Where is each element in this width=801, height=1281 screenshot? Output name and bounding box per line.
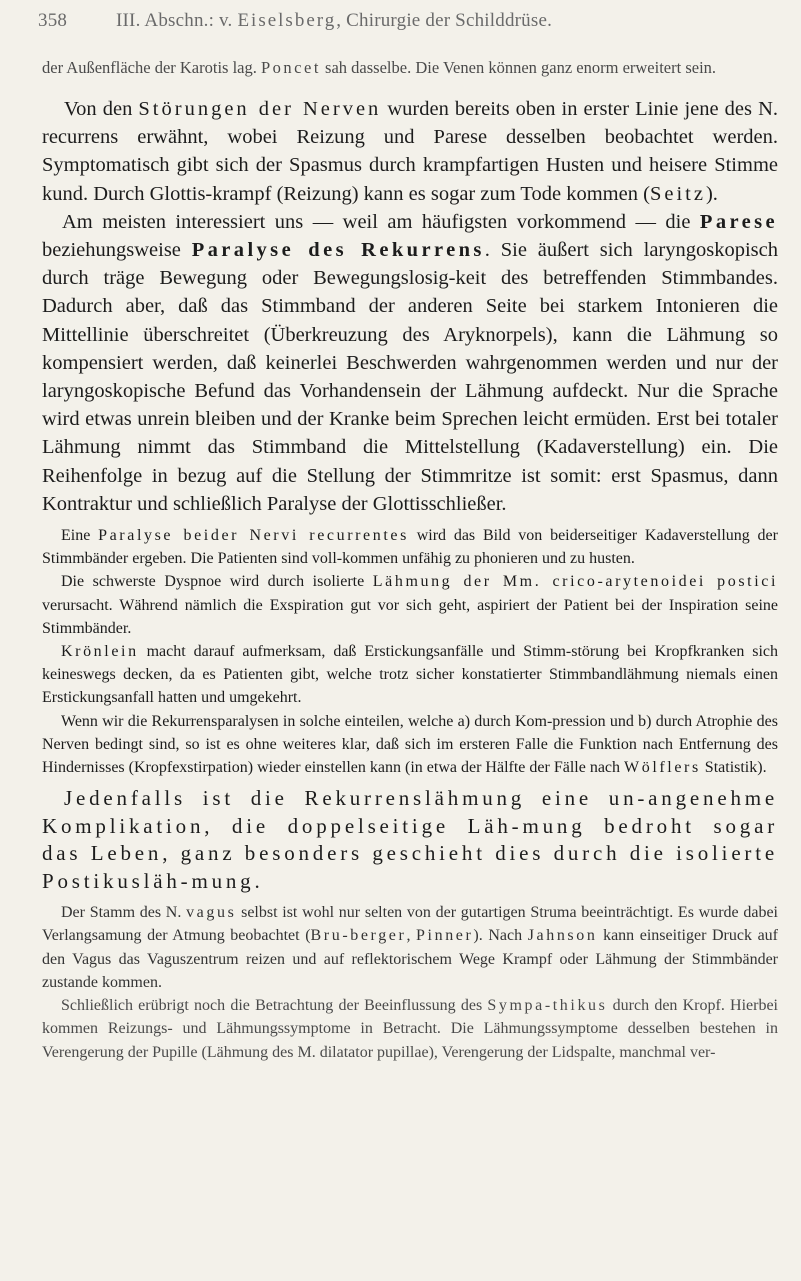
paragraph-dyspnoe	[42, 570, 778, 640]
s1-post: wird das Bild von beiderseitiger Kadaverstellung der Stimmbänder ergeben. Die Patienten sind voll-kommen unfähig zu phonieren und zu husten.	[42, 527, 778, 568]
s4-post: Statistik).	[700, 759, 767, 777]
p1-post: wurden bereits oben in erster Linie jene des N. recurrens erwähnt, wobei Reizung und Parese desselben beobachtet werden. Symptomatisch gibt sich der Spasmus durch krampfartigen Husten und heisere Stimme kund. Durch Glottis-krampf (Reizung) kann es sogar zum Tode kommen (	[42, 98, 779, 205]
paragraph-nerve-disorders	[42, 95, 778, 208]
lead-text-2: sah dasselbe. Die Venen können ganz enorm erweitert sein.	[320, 58, 717, 77]
small-print-block	[38, 524, 778, 779]
paragraph-vagus	[42, 901, 778, 994]
s2-post: verursacht. Während nämlich die Exspiration gut vor sich geht, aspiriert der Patient bei der Inspiration seine Stimmbänder.	[42, 596, 778, 637]
running-title-suffix: , Chirurgie der Schilddrüse.	[336, 10, 553, 31]
small-print-block-lower	[38, 901, 778, 1063]
emphasis-nerve-disorders: Störungen der Nerven	[138, 98, 382, 120]
p1-pre: Von den	[64, 98, 139, 120]
s2-pre: Die schwerste Dyspnoe wird durch isolierte	[61, 573, 373, 591]
author-name-woelfler: Wölflers	[624, 759, 701, 777]
paragraph-bilateral-paralysis	[42, 524, 778, 570]
author-name-pinner: Pinner	[416, 927, 474, 945]
emphasis-parese: Parese	[699, 210, 778, 233]
s5-sep: ,	[406, 927, 417, 945]
author-name-bruberger: Bru-berger	[310, 927, 407, 945]
paragraph-sympathikus	[42, 994, 778, 1064]
book-page	[38, 10, 778, 1064]
author-name-poncet: Poncet	[261, 58, 321, 77]
s3-post: macht darauf aufmerksam, daß Erstickungsanfälle und Stimm-störung bei Kropfkranken sich keineswegs decken, da es Patienten gibt, welche trotz sicher konstatierter Stimmbandlähmung niemals einen Erstickungsanfall hatten und umgekehrt.	[42, 643, 778, 707]
s6-post: durch den Kropf. Hierbei kommen Reizungs- und Lähmungssymptome in Betracht. Die Lähmungssymptome desselben bestehen in Verengerung der Pupille (Lähmung des M. dilatator pupillae), Verengerung der Lidspalte, manchmal ver-	[42, 997, 779, 1061]
s6-pre: Schließlich erübrigt noch die Betrachtung der Beeinflussung des	[61, 997, 488, 1015]
s5-mid: selbst ist wohl nur selten von der gutartigen Struma beeinträchtigt. Es wurde dabei Verlangsamung der Atmung beobachtet (	[42, 904, 778, 945]
lead-text-1: der Außenfläche der Karotis lag.	[42, 58, 261, 77]
emphasis-paralyse-beider: Paralyse beider Nervi recurrentes	[98, 527, 409, 545]
continuation-text	[42, 56, 778, 79]
running-header	[38, 10, 778, 32]
s1-pre: Eine	[61, 527, 99, 545]
emphasis-laehmung-postici: Lähmung der Mm. crico-arytenoidei postici	[372, 573, 778, 591]
author-name-jahnson: Jahnson	[527, 927, 598, 945]
s4-pre: Wenn wir die Rekurrensparalysen in solche einteilen, welche a) durch Kom-pression und b) durch Atrophie des Nerven bedingt sind, so ist es ohne weiteres klar, daß sich im ersteren Falle die Funktion nach Entfernung des Hindernisses (Kropfexstirpation) wieder einstellen kann (in etwa der Hälfte der Fälle nach	[42, 712, 778, 777]
paragraph-conclusion-spaced: Jedenfalls ist die Rekurrenslähmung eine un-angenehme Komplikation, die doppelseitige Läh-mung bedroht sogar das Leben, ganz besonders geschieht dies durch die isolierte Postikusläh-mung.	[42, 786, 778, 893]
s5-post: kann einseitiger Druck auf den Vagus das Vaguszentrum reizen und auf reflektorischem Wege Krampf oder Lähmung der Stimmbänder zustande kommen.	[42, 927, 779, 991]
s5-pre: Der Stamm des N.	[61, 904, 187, 922]
paragraph-kroenlein	[42, 640, 778, 710]
p1-end: ).	[705, 182, 718, 205]
running-title	[116, 10, 552, 32]
paragraph-recurrens-paresis	[42, 208, 778, 518]
author-name-kroenlein: Krönlein	[61, 643, 139, 661]
paragraph-classification	[42, 710, 778, 780]
emphasis-sympathikus: Sympa-thikus	[487, 997, 608, 1015]
p2-mid: beziehungsweise	[42, 239, 192, 262]
author-name-seitz: Seitz	[649, 182, 706, 205]
emphasis-vagus: vagus	[186, 904, 237, 922]
s5-mid2: ). Nach	[473, 927, 528, 945]
running-title-prefix: III. Abschn.: v.	[116, 10, 238, 31]
emphasis-paralyse-rekurrens: Paralyse des Rekurrens	[191, 239, 485, 262]
running-title-author: Eiselsberg	[237, 10, 337, 31]
p2-pre: Am meisten interessiert uns — weil am häufigsten vorkommend — die	[62, 210, 700, 233]
page-number: 358	[38, 10, 68, 31]
p2-post: . Sie äußert sich laryngoskopisch durch träge Bewegung oder Bewegungslosig-keit des betreffenden Stimmbandes. Dadurch aber, daß das Stimmband der anderen Seite bei starkem Intonieren die Mittellinie überschreitet (Überkreuzung des Aryknorpels), kann die Lähmung so kompensiert werden, daß keinerlei Beschwerden wahrgenommen werden und nur der laryngoskopische Befund das Vorhandensein der Lähmung aufdeckt. Nur die Sprache wird etwas unrein bleiben und der Kranke beim Sprechen leicht ermüden. Erst bei totaler Lähmung nimmt das Stimmband die Mittelstellung (Kadaverstellung) ein. Die Reihenfolge in bezug auf die Stellung der Stimmritze ist somit: erst Spasmus, dann Kontraktur und schließlich Paralyse der Glottisschließer.	[42, 239, 778, 515]
